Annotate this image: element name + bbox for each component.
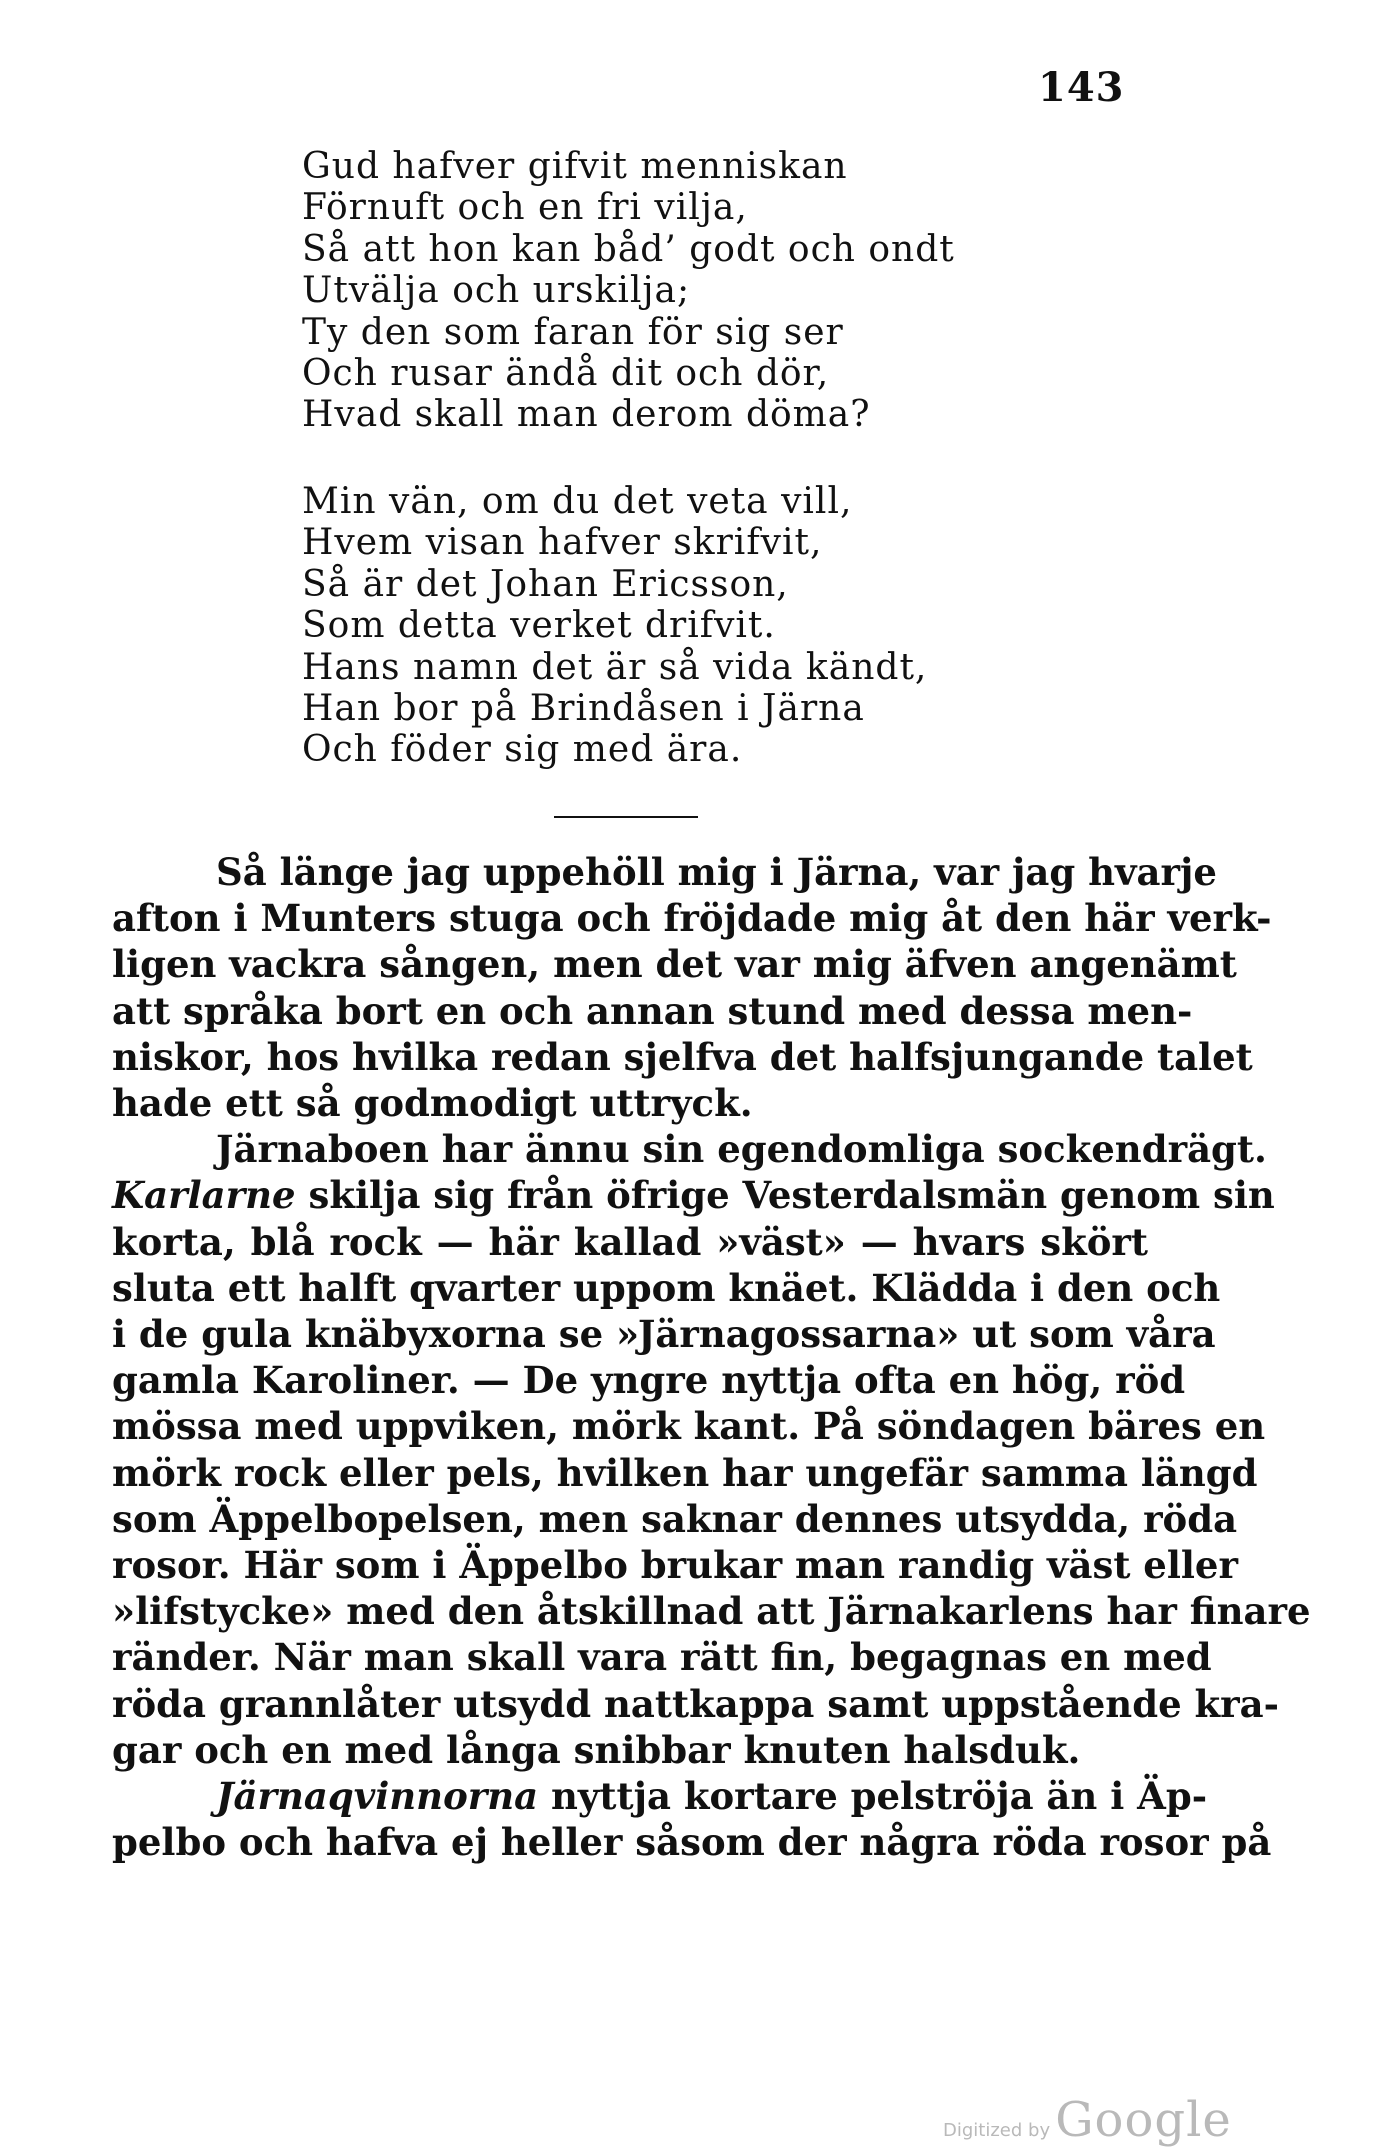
prose-line: gar och en med långa snibbar knuten halsduk. — [112, 1727, 1081, 1772]
google-logo: Google — [1055, 2092, 1232, 2148]
prose-line: sluta ett halft qvarter uppom knäet. Klädda i den och — [112, 1265, 1221, 1310]
prose-line: ligen vackra sången, men det var mig äfven angenämt — [112, 942, 1237, 987]
prose-line — [112, 1773, 1208, 1819]
digitized-by-google-watermark — [943, 2092, 1232, 2148]
poem-line: Hvad skall man derom döma? — [302, 394, 871, 436]
prose-line: röda grannlåter utsydd nattkappa samt uppstående kra- — [112, 1681, 1279, 1726]
poem-line: Så är det Johan Ericsson, — [302, 563, 789, 605]
poem-line: Och föder sig med ära. — [302, 729, 743, 771]
prose-line: rosor. Här som i Äppelbo brukar man randig väst eller — [112, 1543, 1238, 1588]
prose-line: ränder. När man skall vara rätt fin, begagnas en med — [112, 1635, 1212, 1680]
poem-line: Gud hafver gifvit menniskan — [302, 146, 848, 187]
poem-stanza-1 — [302, 146, 955, 436]
emphasis-karlarne: Karlarne — [112, 1173, 296, 1218]
poem-line: Förnuft och en fri vilja, — [302, 187, 748, 229]
prose-line: mössa med uppviken, mörk kant. På söndagen bäres en — [112, 1404, 1266, 1449]
prose-line: korta, blå rock — här kallad »väst» — hvars skört — [112, 1219, 1148, 1264]
poem-line: Och rusar ändå dit och dör, — [302, 353, 830, 395]
prose-line: pelbo och hafva ej heller såsom der några röda rosor på — [112, 1820, 1272, 1865]
prose-line: mörk rock eller pels, hvilken har ungefär samma längd — [112, 1450, 1258, 1495]
prose-line: att språka bort en och annan stund med dessa men- — [112, 988, 1193, 1033]
poem-line: Han bor på Brindåsen i Järna — [302, 688, 865, 730]
prose-line: Järnaboen har ännu sin egendomliga sockendrägt. — [216, 1127, 1267, 1172]
prose-line: gamla Karoliner. — De yngre nyttja ofta en hög, röd — [112, 1358, 1186, 1403]
emphasis-jarnaqvinnorna: Järnaqvinnorna — [216, 1774, 539, 1819]
poem-line: Så att hon kan båd’ godt och ondt — [302, 228, 955, 270]
poem-line: Utvälja och urskilja; — [302, 270, 691, 312]
poem-line: Min vän, om du det veta vill, — [302, 481, 853, 522]
prose-line-rest: nyttja kortare pelströja än i Äp- — [551, 1774, 1208, 1819]
section-divider — [554, 816, 698, 818]
prose-line: som Äppelbopelsen, men saknar dennes utsydda, röda — [112, 1496, 1238, 1541]
prose-line: i de gula knäbyxorna se »Järnagossarna» ut som våra — [112, 1312, 1216, 1357]
prose-line: afton i Munters stuga och fröjdade mig åt den här verk- — [112, 896, 1272, 941]
poem-line: Ty den som faran för sig ser — [302, 311, 844, 353]
prose-line — [112, 1172, 1275, 1218]
prose-body — [112, 849, 1311, 1865]
watermark-prefix: Digitized by — [943, 2120, 1051, 2141]
poem-stanza-2 — [302, 481, 927, 771]
poem-line: Som detta verket drifvit. — [302, 605, 776, 647]
page-number: 143 — [1038, 64, 1125, 111]
prose-line: Så länge jag uppehöll mig i Järna, var jag hvarje — [216, 850, 1217, 894]
poem-line: Hans namn det är så vida kändt, — [302, 646, 928, 688]
prose-line: hade ett så godmodigt uttryck. — [112, 1081, 753, 1126]
prose-line-rest: skilja sig från öfrige Vesterdalsmän genom sin — [308, 1173, 1275, 1218]
poem-line: Hvem visan hafver skrifvit, — [302, 522, 823, 564]
prose-line: niskor, hos hvilka redan sjelfva det halfsjungande talet — [112, 1034, 1253, 1079]
prose-line: »lifstycke» med den åtskillnad att Järnakarlens har finare — [112, 1589, 1311, 1634]
